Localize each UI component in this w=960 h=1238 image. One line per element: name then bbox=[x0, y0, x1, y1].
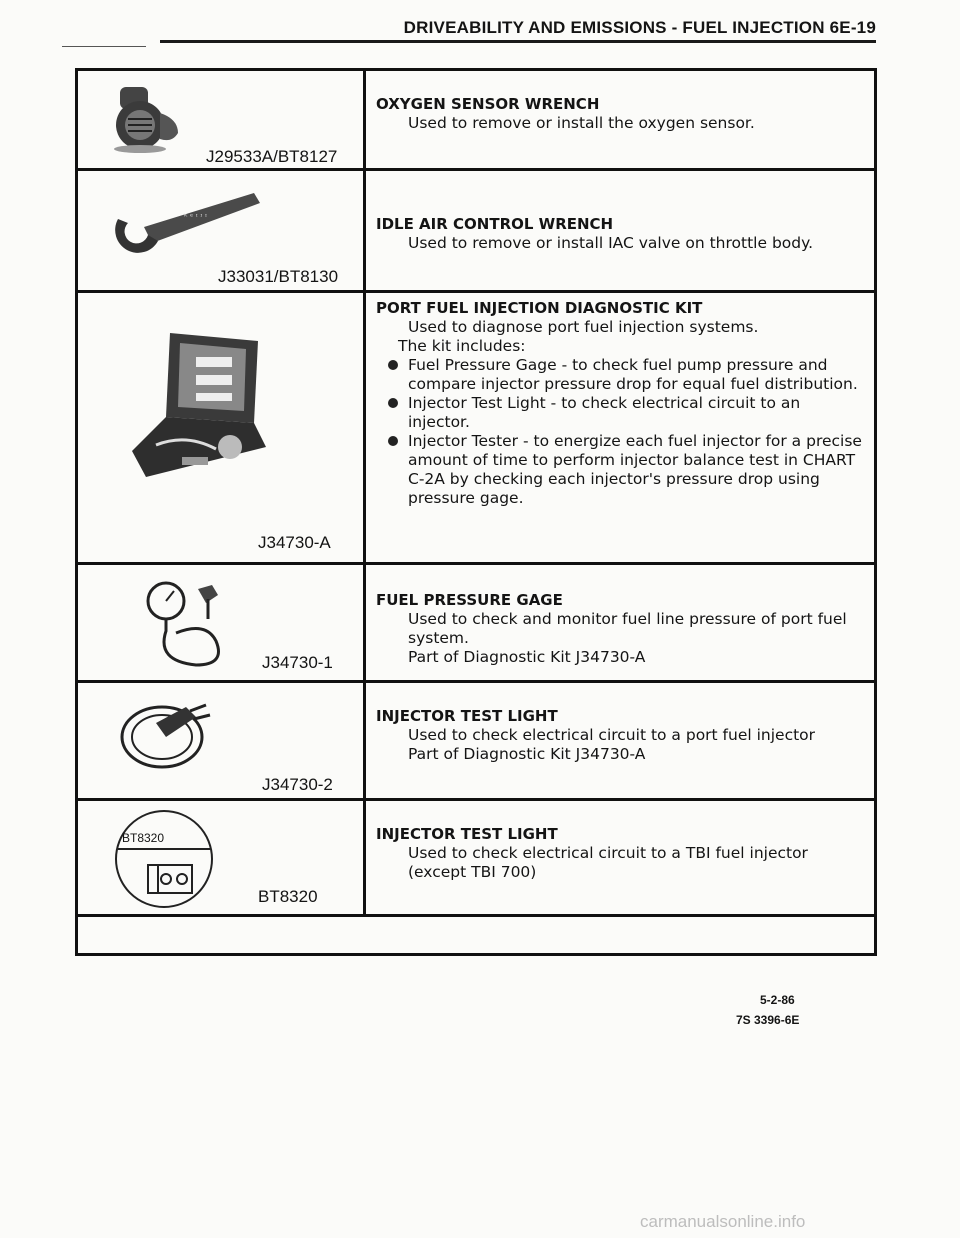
tool-title: IDLE AIR CONTROL WRENCH bbox=[376, 215, 614, 233]
tool-part-number: J33031/BT8130 bbox=[218, 267, 339, 286]
tool-part-number: J29533A/BT8127 bbox=[206, 147, 338, 166]
special-tools-table bbox=[75, 68, 877, 956]
tool-description bbox=[366, 71, 874, 168]
tool-title: FUEL PRESSURE GAGE bbox=[376, 591, 563, 609]
tool-title: OXYGEN SENSOR WRENCH bbox=[376, 95, 600, 113]
tool-title: PORT FUEL INJECTION DIAGNOSTIC KIT bbox=[376, 299, 703, 317]
tool-image-cell bbox=[78, 565, 366, 680]
tool-description-line: Part of Diagnostic Kit J34730-A bbox=[408, 745, 646, 763]
tool-image-cell bbox=[78, 801, 366, 914]
tool-description-line: Used to remove or install IAC valve on throttle body. bbox=[408, 234, 813, 252]
tool-description bbox=[366, 683, 874, 798]
tool-image-cell bbox=[78, 171, 366, 290]
bullet-icon bbox=[388, 436, 398, 446]
tool-part-number: J34730-A bbox=[258, 533, 331, 552]
list-item bbox=[386, 356, 866, 394]
tool-title: INJECTOR TEST LIGHT bbox=[376, 707, 558, 725]
tool-row-fuel-pressure-gage bbox=[78, 565, 874, 683]
list-item-text: Injector Tester - to energize each fuel injector for a precise amount of time to perform injector balance test in CHART C-2A by checking each injector's pressure drop using pressure gage. bbox=[408, 432, 862, 507]
list-item-text: Injector Test Light - to check electrical circuit to an injector. bbox=[408, 394, 801, 431]
list-item bbox=[386, 432, 866, 508]
tool-row-oxygen-sensor-wrench bbox=[78, 71, 874, 171]
tool-description-line: Used to check electrical circuit to a port fuel injector bbox=[408, 726, 816, 744]
tool-description bbox=[366, 801, 874, 914]
header-rule bbox=[160, 40, 876, 43]
injector-test-light-illustration bbox=[116, 693, 226, 773]
tool-title: INJECTOR TEST LIGHT bbox=[376, 825, 558, 843]
tool-image-label: BT8320 bbox=[122, 831, 165, 845]
tool-row-idle-air-control-wrench bbox=[78, 171, 874, 293]
fuel-pressure-gage-illustration bbox=[136, 575, 246, 675]
list-item bbox=[386, 394, 866, 432]
tool-row-port-fuel-injection-kit bbox=[78, 293, 874, 565]
list-item-text: Fuel Pressure Gage - to check fuel pump pressure and compare injector pressure drop for equal fuel distribution. bbox=[408, 356, 858, 393]
page-header: DRIVEABILITY AND EMISSIONS - FUEL INJECTION 6E-19 bbox=[403, 18, 876, 37]
tool-image-cell bbox=[78, 683, 366, 798]
tool-description-line: (except TBI 700) bbox=[408, 863, 537, 881]
svg-text:ᴷ ᵉ ᶦ ᶦ ᶦ: ᴷ ᵉ ᶦ ᶦ ᶦ bbox=[184, 212, 208, 221]
tool-part-number: BT8320 bbox=[258, 887, 318, 906]
bt8329a-image-area bbox=[78, 917, 363, 953]
kit-contents-list bbox=[376, 356, 866, 508]
tool-description-line: Part of Diagnostic Kit J34730-A bbox=[408, 648, 646, 666]
tool-image-cell bbox=[78, 71, 366, 168]
header-stub-line bbox=[62, 46, 146, 47]
diagnostic-kit-case-illustration bbox=[126, 327, 276, 487]
tool-description bbox=[366, 565, 874, 680]
tool-description-line: The kit includes: bbox=[398, 337, 526, 355]
footer-ref-code: 7S 3396-6E bbox=[736, 1013, 800, 1027]
tool-row-injector-test-light-j34730-2 bbox=[78, 683, 874, 801]
tool-description-line: Used to remove or install the oxygen sensor. bbox=[408, 114, 755, 132]
bullet-icon bbox=[388, 360, 398, 370]
watermark: carmanualsonline.info bbox=[640, 1212, 806, 1231]
bt8320-test-light-illustration bbox=[106, 807, 226, 911]
tool-part-number: J34730-1 bbox=[262, 653, 333, 672]
tool-description bbox=[366, 171, 874, 290]
bullet-icon bbox=[388, 398, 398, 408]
tool-description-line: Used to check electrical circuit to a TBI fuel injector bbox=[408, 844, 808, 862]
tool-image-cell bbox=[78, 293, 366, 562]
tool-row-injector-test-light-bt8320 bbox=[78, 801, 874, 917]
tool-description-line: Used to check and monitor fuel line pressure of port fuel system. bbox=[408, 610, 847, 647]
tool-description bbox=[366, 293, 874, 562]
footer-ref-date: 5-2-86 bbox=[760, 993, 795, 1007]
tool-part-number: J34730-2 bbox=[262, 775, 333, 794]
iac-wrench-illustration bbox=[104, 183, 264, 263]
oxygen-sensor-wrench-illustration bbox=[106, 83, 186, 155]
tool-description-line: Used to diagnose port fuel injection systems. bbox=[408, 318, 759, 336]
